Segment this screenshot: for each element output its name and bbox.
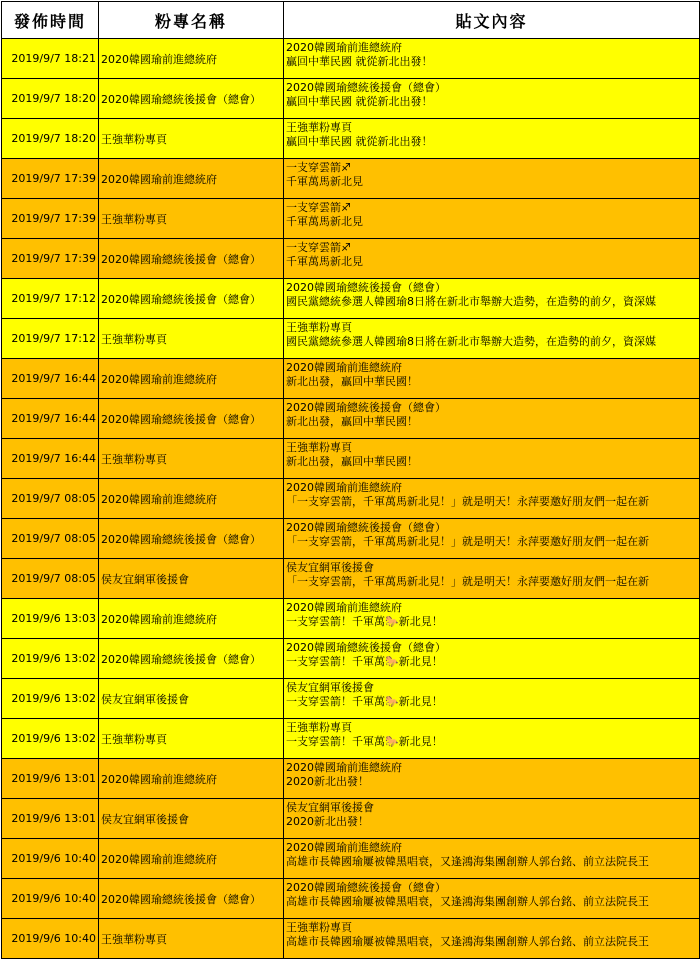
content-line1: 侯友宜網軍後援會 (286, 681, 374, 694)
page-name: 王強華粉專頁 (99, 719, 284, 759)
content-line1: 2020韓國瑜前進總統府 (286, 841, 402, 854)
post-time: 2019/9/6 13:02 (2, 719, 99, 759)
post-time: 2019/9/7 08:05 (2, 559, 99, 599)
table-row (2, 759, 700, 799)
content-line2: 「一支穿雲箭，千軍萬馬新北見！」就是明天！永萍要邀好朋友們一起在新 (286, 495, 649, 508)
table-row (2, 479, 700, 519)
post-content (284, 439, 700, 479)
page-name: 2020韓國瑜總統後援會（總會） (99, 639, 284, 679)
page-name: 2020韓國瑜前進總統府 (99, 599, 284, 639)
post-content (284, 799, 700, 839)
post-time: 2019/9/7 16:44 (2, 439, 99, 479)
page-name: 王強華粉專頁 (99, 199, 284, 239)
content-line1: 2020韓國瑜前進總統府 (286, 481, 402, 494)
content-line2: 一支穿雲箭！千軍萬🐎新北見！ (286, 735, 443, 748)
page-name: 王強華粉專頁 (99, 319, 284, 359)
content-line1: 王強華粉專頁 (286, 321, 352, 334)
table-row (2, 39, 700, 79)
content-line2: 贏回中華民國 就從新北出發！ (286, 135, 433, 148)
content-line2: 2020新北出發！ (286, 775, 369, 788)
post-content (284, 879, 700, 919)
page-name: 2020韓國瑜前進總統府 (99, 159, 284, 199)
post-time: 2019/9/7 18:21 (2, 39, 99, 79)
post-time: 2019/9/7 18:20 (2, 119, 99, 159)
post-content (284, 199, 700, 239)
post-content (284, 159, 700, 199)
post-time: 2019/9/7 17:12 (2, 279, 99, 319)
table-row (2, 519, 700, 559)
content-line2: 新北出發，贏回中華民國！ (286, 375, 418, 388)
post-time: 2019/9/7 16:44 (2, 399, 99, 439)
content-line2: 贏回中華民國 就從新北出發！ (286, 95, 433, 108)
page-name: 侯友宜網軍後援會 (99, 679, 284, 719)
table-row (2, 319, 700, 359)
post-time: 2019/9/6 10:40 (2, 839, 99, 879)
table-row (2, 639, 700, 679)
table-row (2, 439, 700, 479)
header-time: 發佈時間 (2, 2, 99, 39)
content-line1: 王強華粉專頁 (286, 721, 352, 734)
content-line2: 千軍萬馬新北見 (286, 215, 363, 228)
post-time: 2019/9/7 08:05 (2, 519, 99, 559)
post-time: 2019/9/6 13:02 (2, 639, 99, 679)
content-line2: 高雄市長韓國瑜屢被韓黑唱衰，又逢鴻海集團創辦人郭台銘、前立法院長王 (286, 855, 649, 868)
posts-table (1, 1, 700, 959)
table-row (2, 279, 700, 319)
content-line2: 千軍萬馬新北見 (286, 255, 363, 268)
post-content (284, 39, 700, 79)
page-name: 2020韓國瑜前進總統府 (99, 759, 284, 799)
content-line1: 2020韓國瑜總統後援會（總會） (286, 401, 446, 414)
content-line1: 王強華粉專頁 (286, 121, 352, 134)
post-time: 2019/9/6 13:02 (2, 679, 99, 719)
page-name: 2020韓國瑜總統後援會（總會） (99, 879, 284, 919)
content-line1: 侯友宜網軍後援會 (286, 561, 374, 574)
content-line1: 一支穿雲箭♐ (286, 201, 351, 214)
page-name: 2020韓國瑜總統後援會（總會） (99, 519, 284, 559)
table-row (2, 559, 700, 599)
content-line1: 一支穿雲箭♐ (286, 241, 351, 254)
table-row (2, 399, 700, 439)
post-time: 2019/9/6 13:01 (2, 759, 99, 799)
content-line2: 國民黨總統參選人韓國瑜8日將在新北市舉辦大造勢，在造勢的前夕，資深媒 (286, 295, 656, 308)
content-line1: 2020韓國瑜總統後援會（總會） (286, 881, 446, 894)
content-line1: 2020韓國瑜總統後援會（總會） (286, 81, 446, 94)
page-name: 2020韓國瑜前進總統府 (99, 479, 284, 519)
post-time: 2019/9/7 08:05 (2, 479, 99, 519)
post-content (284, 919, 700, 959)
content-line2: 新北出發，贏回中華民國！ (286, 415, 418, 428)
content-line2: 2020新北出發！ (286, 815, 369, 828)
content-line2: 高雄市長韓國瑜屢被韓黑唱衰，又逢鴻海集團創辦人郭台銘、前立法院長王 (286, 935, 649, 948)
table-row (2, 919, 700, 959)
content-line1: 2020韓國瑜總統後援會（總會） (286, 641, 446, 654)
table-row (2, 839, 700, 879)
post-content (284, 839, 700, 879)
post-content (284, 79, 700, 119)
post-content (284, 239, 700, 279)
post-content (284, 319, 700, 359)
page-name: 2020韓國瑜總統後援會（總會） (99, 239, 284, 279)
post-content (284, 399, 700, 439)
post-time: 2019/9/7 16:44 (2, 359, 99, 399)
post-content (284, 719, 700, 759)
post-content (284, 279, 700, 319)
page-name: 2020韓國瑜總統後援會（總會） (99, 399, 284, 439)
post-time: 2019/9/7 17:39 (2, 199, 99, 239)
content-line2: 國民黨總統參選人韓國瑜8日將在新北市舉辦大造勢，在造勢的前夕，資深媒 (286, 335, 656, 348)
header-content: 貼文內容 (284, 2, 700, 39)
post-content (284, 559, 700, 599)
content-line1: 王強華粉專頁 (286, 441, 352, 454)
post-time: 2019/9/6 10:40 (2, 879, 99, 919)
content-line1: 一支穿雲箭♐ (286, 161, 351, 174)
post-content (284, 639, 700, 679)
content-line1: 侯友宜網軍後援會 (286, 801, 374, 814)
table-row (2, 359, 700, 399)
page-name: 2020韓國瑜前進總統府 (99, 39, 284, 79)
content-line1: 2020韓國瑜總統後援會（總會） (286, 521, 446, 534)
post-time: 2019/9/6 13:01 (2, 799, 99, 839)
content-line1: 王強華粉專頁 (286, 921, 352, 934)
content-line1: 2020韓國瑜前進總統府 (286, 361, 402, 374)
table-row (2, 679, 700, 719)
table-row (2, 119, 700, 159)
content-line1: 2020韓國瑜前進總統府 (286, 601, 402, 614)
post-content (284, 679, 700, 719)
post-content (284, 519, 700, 559)
post-time: 2019/9/6 13:03 (2, 599, 99, 639)
table-row (2, 719, 700, 759)
post-content (284, 119, 700, 159)
post-time: 2019/9/7 17:39 (2, 159, 99, 199)
post-time: 2019/9/7 17:12 (2, 319, 99, 359)
table-row (2, 879, 700, 919)
content-line2: 一支穿雲箭！千軍萬🐎新北見！ (286, 655, 443, 668)
content-line2: 「一支穿雲箭，千軍萬馬新北見！」就是明天！永萍要邀好朋友們一起在新 (286, 575, 649, 588)
content-line1: 2020韓國瑜前進總統府 (286, 41, 402, 54)
table-row (2, 239, 700, 279)
page-name: 2020韓國瑜總統後援會（總會） (99, 79, 284, 119)
table-row (2, 599, 700, 639)
table-row (2, 199, 700, 239)
header-page: 粉專名稱 (99, 2, 284, 39)
table-row (2, 79, 700, 119)
page-name: 王強華粉專頁 (99, 919, 284, 959)
content-line2: 一支穿雲箭！千軍萬🐎新北見！ (286, 695, 443, 708)
table-row (2, 159, 700, 199)
post-time: 2019/9/6 10:40 (2, 919, 99, 959)
page-name: 侯友宜網軍後援會 (99, 799, 284, 839)
header-row (2, 2, 700, 39)
page-name: 2020韓國瑜前進總統府 (99, 839, 284, 879)
page-name: 2020韓國瑜前進總統府 (99, 359, 284, 399)
page-name: 王強華粉專頁 (99, 119, 284, 159)
post-content (284, 599, 700, 639)
content-line1: 2020韓國瑜總統後援會（總會） (286, 281, 446, 294)
post-content (284, 759, 700, 799)
content-line1: 2020韓國瑜前進總統府 (286, 761, 402, 774)
content-line2: 「一支穿雲箭，千軍萬馬新北見！」就是明天！永萍要邀好朋友們一起在新 (286, 535, 649, 548)
page-name: 侯友宜網軍後援會 (99, 559, 284, 599)
content-line2: 一支穿雲箭！千軍萬🐎新北見！ (286, 615, 443, 628)
content-line2: 高雄市長韓國瑜屢被韓黑唱衰，又逢鴻海集團創辦人郭台銘、前立法院長王 (286, 895, 649, 908)
post-content (284, 479, 700, 519)
table-row (2, 799, 700, 839)
post-content (284, 359, 700, 399)
post-time: 2019/9/7 18:20 (2, 79, 99, 119)
post-time: 2019/9/7 17:39 (2, 239, 99, 279)
page-name: 2020韓國瑜總統後援會（總會） (99, 279, 284, 319)
content-line2: 新北出發，贏回中華民國！ (286, 455, 418, 468)
page-name: 王強華粉專頁 (99, 439, 284, 479)
content-line2: 千軍萬馬新北見 (286, 175, 363, 188)
content-line2: 贏回中華民國 就從新北出發！ (286, 55, 433, 68)
